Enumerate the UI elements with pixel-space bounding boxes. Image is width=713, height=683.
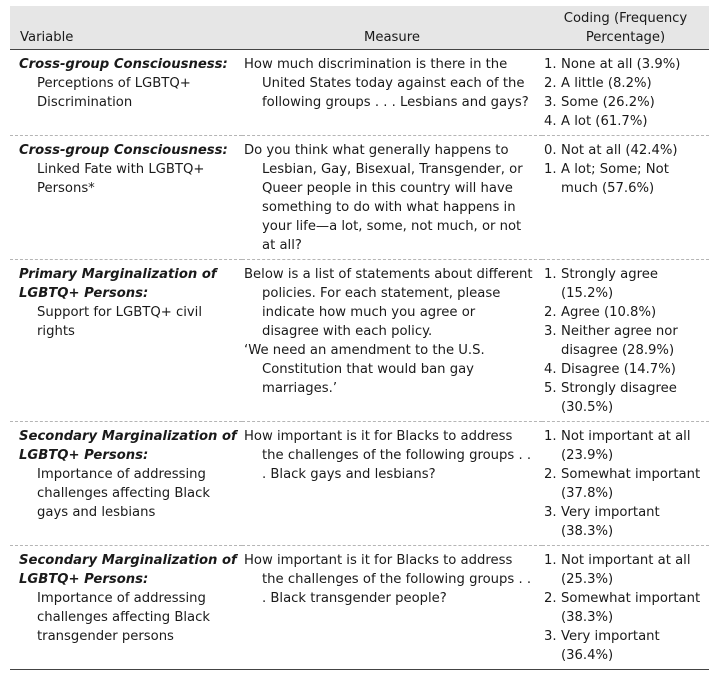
coding-number: 5. bbox=[544, 381, 557, 396]
coding-item bbox=[544, 360, 705, 379]
measure-cell bbox=[242, 422, 542, 546]
variable-description: Support for LGBTQ+ civil rights bbox=[37, 305, 202, 339]
coding-label: A lot; Some; Not much (57.6%) bbox=[561, 162, 669, 196]
measure-text: ‘We need an amendment to the U.S. Constitution that would ban gay marriages.’ bbox=[244, 343, 485, 396]
coding-item bbox=[544, 503, 705, 541]
coding-list bbox=[544, 265, 705, 417]
table-row bbox=[10, 136, 709, 260]
coding-cell bbox=[542, 50, 709, 136]
table-row bbox=[10, 50, 709, 136]
coding-item bbox=[544, 465, 705, 503]
variable-title: Cross-group Consciousness: bbox=[19, 57, 228, 72]
measure-text: How much discrimination is there in the United States today against each of the following groups . . . Lesbians and gays? bbox=[244, 57, 529, 110]
table-row bbox=[10, 260, 709, 422]
coding-number: 2. bbox=[544, 591, 557, 606]
coding-label: Disagree (14.7%) bbox=[561, 362, 676, 377]
coding-label: Agree (10.8%) bbox=[561, 305, 657, 320]
coding-number: 1. bbox=[544, 267, 557, 282]
coding-label: Somewhat important (37.8%) bbox=[561, 467, 701, 501]
coding-item bbox=[544, 379, 705, 417]
variable-description: Importance of addressing challenges affecting Black gays and lesbians bbox=[37, 467, 211, 520]
variable-cell bbox=[10, 50, 242, 136]
variable-title: Secondary Marginalization of LGBTQ+ Persons: bbox=[19, 429, 237, 463]
coding-list bbox=[544, 55, 705, 131]
coding-number: 2. bbox=[544, 305, 557, 320]
table-body bbox=[10, 50, 709, 670]
coding-number: 3. bbox=[544, 95, 557, 110]
variable-description: Perceptions of LGBTQ+ Discrimination bbox=[37, 76, 191, 110]
header-coding: Coding (Frequency Percentage) bbox=[542, 6, 709, 50]
coding-label: Strongly disagree (30.5%) bbox=[561, 381, 677, 415]
coding-item bbox=[544, 303, 705, 322]
coding-item bbox=[544, 551, 705, 589]
header-variable: Variable bbox=[10, 6, 242, 50]
variable-cell bbox=[10, 136, 242, 260]
measure-cell bbox=[242, 136, 542, 260]
coding-label: Not important at all (25.3%) bbox=[561, 553, 691, 587]
coding-item bbox=[544, 627, 705, 665]
measure-text: Do you think what generally happens to Lesbian, Gay, Bisexual, Transgender, or Queer people in this country will have something to do with what happens in your life—a lot, some, not much, or not at all? bbox=[244, 143, 523, 253]
coding-item bbox=[544, 160, 705, 198]
coding-table bbox=[10, 6, 709, 670]
coding-item bbox=[544, 55, 705, 74]
measure-text: Below is a list of statements about different policies. For each statement, please indicate how much you agree or disagree with each policy. bbox=[244, 267, 533, 339]
coding-label: Very important (36.4%) bbox=[561, 629, 660, 663]
coding-number: 1. bbox=[544, 429, 557, 444]
coding-cell bbox=[542, 546, 709, 670]
coding-cell bbox=[542, 422, 709, 546]
coding-item bbox=[544, 74, 705, 93]
coding-number: 4. bbox=[544, 114, 557, 129]
coding-item bbox=[544, 322, 705, 360]
coding-label: Not at all (42.4%) bbox=[561, 143, 678, 158]
coding-number: 1. bbox=[544, 553, 557, 568]
coding-number: 3. bbox=[544, 629, 557, 644]
coding-item bbox=[544, 589, 705, 627]
coding-number: 0. bbox=[544, 143, 557, 158]
coding-label: Some (26.2%) bbox=[561, 95, 655, 110]
coding-label: Somewhat important (38.3%) bbox=[561, 591, 701, 625]
variable-cell bbox=[10, 422, 242, 546]
coding-number: 1. bbox=[544, 162, 557, 177]
coding-number: 2. bbox=[544, 76, 557, 91]
variable-title: Primary Marginalization of LGBTQ+ Persons: bbox=[19, 267, 217, 301]
measure-cell bbox=[242, 546, 542, 670]
coding-item bbox=[544, 93, 705, 112]
coding-label: A lot (61.7%) bbox=[561, 114, 648, 129]
table-row bbox=[10, 422, 709, 546]
variable-cell bbox=[10, 546, 242, 670]
coding-item bbox=[544, 112, 705, 131]
coding-list bbox=[544, 427, 705, 541]
variable-cell bbox=[10, 260, 242, 422]
coding-item bbox=[544, 427, 705, 465]
measure-cell bbox=[242, 50, 542, 136]
table-row bbox=[10, 546, 709, 670]
coding-item bbox=[544, 265, 705, 303]
coding-number: 4. bbox=[544, 362, 557, 377]
variable-title: Cross-group Consciousness: bbox=[19, 143, 228, 158]
variable-description: Linked Fate with LGBTQ+ Persons* bbox=[37, 162, 205, 196]
header-measure: Measure bbox=[242, 6, 542, 50]
coding-number: 1. bbox=[544, 57, 557, 72]
coding-label: Neither agree nor disagree (28.9%) bbox=[561, 324, 678, 358]
measure-cell bbox=[242, 260, 542, 422]
measure-text: How important is it for Blacks to address the challenges of the following groups . . . Black transgender people? bbox=[244, 553, 532, 606]
coding-list bbox=[544, 141, 705, 198]
coding-label: A little (8.2%) bbox=[561, 76, 652, 91]
coding-number: 2. bbox=[544, 467, 557, 482]
coding-label: None at all (3.9%) bbox=[561, 57, 681, 72]
variable-title: Secondary Marginalization of LGBTQ+ Persons: bbox=[19, 553, 237, 587]
coding-number: 3. bbox=[544, 324, 557, 339]
coding-label: Strongly agree (15.2%) bbox=[561, 267, 658, 301]
coding-list bbox=[544, 551, 705, 665]
measure-text: How important is it for Blacks to address the challenges of the following groups . . . Black gays and lesbians? bbox=[244, 429, 532, 482]
table-header-row bbox=[10, 6, 709, 50]
coding-label: Very important (38.3%) bbox=[561, 505, 660, 539]
variable-description: Importance of addressing challenges affecting Black transgender persons bbox=[37, 591, 211, 644]
coding-cell bbox=[542, 136, 709, 260]
coding-label: Not important at all (23.9%) bbox=[561, 429, 691, 463]
coding-number: 3. bbox=[544, 505, 557, 520]
coding-item bbox=[544, 141, 705, 160]
coding-cell bbox=[542, 260, 709, 422]
